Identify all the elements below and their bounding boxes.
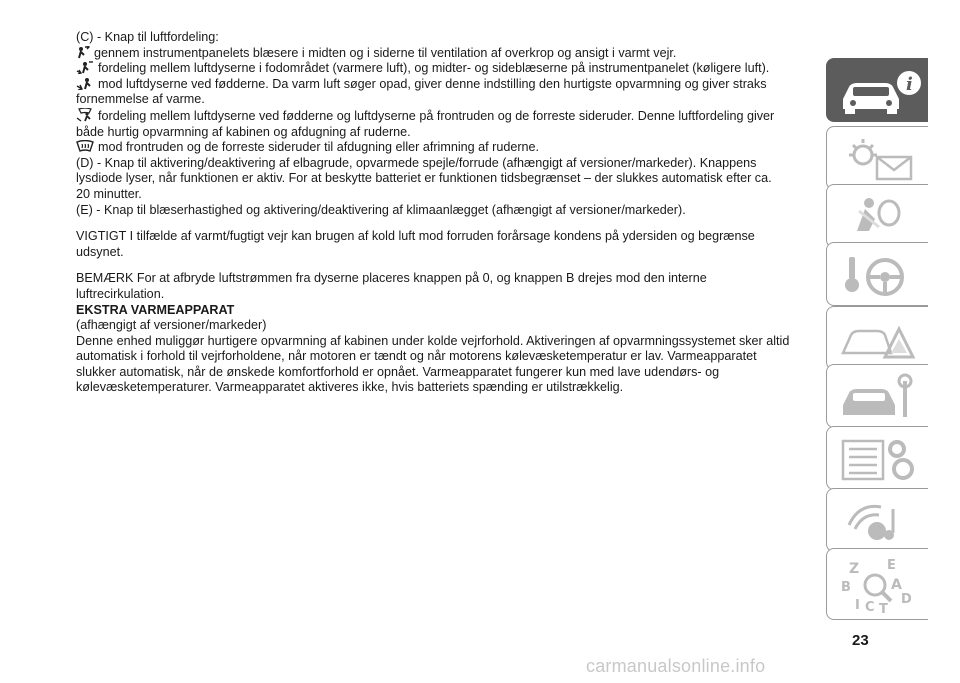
tab-maintenance[interactable] bbox=[826, 364, 928, 428]
svg-text:E: E bbox=[887, 558, 896, 573]
important-note-line2: udsynet. bbox=[76, 244, 124, 259]
note-line1: BEMÆRK For at afbryde luftstrømmen fra dyserne placeres knappen på 0, og knappen B drejes mod den interne bbox=[76, 271, 707, 286]
svg-text:D: D bbox=[901, 592, 912, 607]
paragraph-c-title: (C) - Knap til luftfordeling: bbox=[76, 30, 219, 44]
emergency-icon bbox=[835, 313, 925, 365]
multimedia-icon bbox=[835, 495, 925, 547]
watermark: carmanualsonline.info bbox=[586, 656, 766, 676]
windshield-defrost-icon bbox=[76, 140, 94, 153]
airbag-safety-icon bbox=[835, 191, 925, 243]
paragraph-d-line1: (D) - Knap til aktivering/deaktivering af elbagrude, opvarmede spejle/forrude (afhængigt af versioner/markeder). Knappens bbox=[76, 155, 757, 170]
paragraph-face-foot-vent: fordeling mellem luftdyserne i fodområdet (varmere luft), og midter- og sideblæserne på instrumentpanelet (køligere luft). bbox=[76, 61, 816, 77]
car-info-icon bbox=[835, 65, 925, 117]
face-vent-icon bbox=[76, 46, 90, 59]
svg-text:C: C bbox=[865, 600, 875, 615]
svg-text:A: A bbox=[891, 577, 902, 593]
paragraph-face-vent: gennem instrumentpanelets blæsere i midten og i siderne til ventilation af overkrop og ansigt i varmt vejr. bbox=[76, 46, 816, 62]
tab-safety[interactable] bbox=[826, 184, 928, 248]
svg-text:i: i bbox=[906, 74, 913, 95]
section-body-line3: slukker automatisk, når de ønskede komfortforhold er opnået. Varmeapparatet fungerer kun med lave udendørs- og bbox=[76, 364, 720, 379]
section-body-line1: Denne enhed muliggør hurtigere opvarmning af kabinen under kolde vejrforhold. Aktiveringen af opvarmningssystemet sker altid bbox=[76, 333, 790, 348]
tab-emergency[interactable] bbox=[826, 306, 928, 370]
section-body-line2: automatisk i forhold til vejrforholdene, når motoren er tændt og når motorens kølevæsketemperatur er lav. Varmeapparatet bbox=[76, 349, 757, 364]
car-maintenance-icon bbox=[835, 371, 925, 423]
section-heading: EKSTRA VARMEAPPARAT bbox=[76, 302, 235, 317]
tab-car-info[interactable] bbox=[826, 58, 928, 122]
page-number: 23 bbox=[852, 632, 869, 649]
svg-text:T: T bbox=[879, 602, 888, 615]
foot-windshield-vent-icon bbox=[76, 108, 94, 122]
svg-text:Z: Z bbox=[849, 561, 860, 577]
paragraph-e: (E) - Knap til blæserhastighed og aktivering/deaktivering af klimaanlægget (afhængigt af versioner/markeder). bbox=[76, 202, 686, 217]
paragraph-foot-vent-a: mod luftdyserne ved fødderne. Da varm luft søger opad, giver denne indstilling den hurtigste opvarmning og giver straks bbox=[76, 77, 816, 93]
paragraph-windshield-defrost: mod frontruden og de forreste sideruder til afdugning eller afrimning af ruderne. bbox=[76, 140, 816, 156]
paragraph-foot-vent-b: fornemmelse af varme. bbox=[76, 92, 205, 107]
tab-index[interactable] bbox=[826, 548, 928, 620]
section-body-line4: kølevæsketemperaturer. Varmeapparatet aktiveres ikke, hvis batteriets spænding er utilstrækkelig. bbox=[76, 380, 624, 395]
tab-warning-lights[interactable] bbox=[826, 126, 928, 190]
paragraph-d-line3: 20 minutter. bbox=[76, 186, 142, 201]
svg-text:I: I bbox=[855, 598, 860, 613]
paragraph-foot-windshield-b: både hurtig opvarmning af kabinen og afdugning af ruderne. bbox=[76, 124, 411, 139]
manual-text bbox=[76, 30, 816, 396]
note-line2: luftrecirkulation. bbox=[76, 286, 165, 301]
tab-starting-driving[interactable] bbox=[826, 242, 928, 306]
index-icon bbox=[835, 555, 925, 615]
svg-text:B: B bbox=[841, 580, 851, 595]
paragraph-d-line2: lysdiode lyser, når funktionen er aktiv. For at beskytte batteriet er funktionen tidsbegrænset – der slukkes automatisk efter ca. bbox=[76, 171, 772, 186]
technical-data-icon bbox=[835, 433, 925, 485]
section-subtitle: (afhængigt af versioner/markeder) bbox=[76, 318, 267, 333]
paragraph-foot-windshield-a: fordeling mellem luftdyserne ved fødderne og luftdyserne på frontruden og de forreste sideruder. Denne luftfordeling giver bbox=[76, 108, 816, 125]
face-foot-vent-icon bbox=[76, 61, 94, 74]
warning-lights-icon bbox=[835, 133, 925, 185]
key-steering-icon bbox=[835, 249, 925, 301]
tab-technical-data[interactable] bbox=[826, 426, 928, 490]
important-note-line1: VIGTIGT I tilfælde af varmt/fugtigt vejr kan brugen af kold luft mod forruden forårsage kondens på ydersiden og begrænse bbox=[76, 229, 755, 244]
foot-vent-icon bbox=[76, 77, 94, 90]
tab-multimedia[interactable] bbox=[826, 488, 928, 552]
